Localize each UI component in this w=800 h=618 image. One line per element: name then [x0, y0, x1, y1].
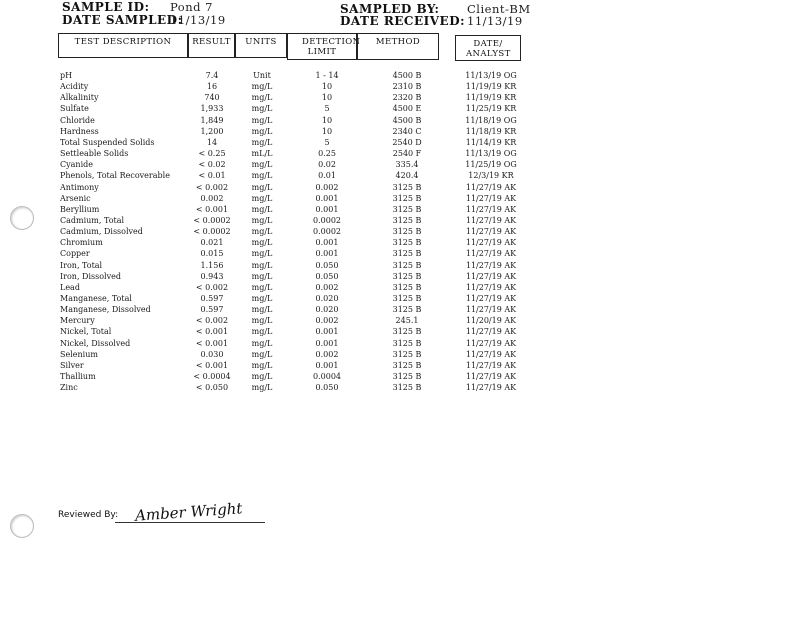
table-row [0, 103, 800, 114]
date-analyst-cell: 11/27/19 AK [465, 383, 517, 393]
test-description-cell: Cadmium, Total [60, 215, 125, 225]
units-cell: mg/L [251, 305, 273, 315]
sampled-by-value: Client-BM [467, 2, 531, 16]
test-description-cell: Arsenic [60, 193, 91, 203]
method-cell: 3125 B [392, 215, 422, 225]
date-analyst-cell: 11/27/19 AK [465, 215, 517, 225]
reviewer-signature: Amber Wright [134, 499, 243, 525]
date-analyst-cell: 11/27/19 AK [465, 349, 517, 359]
table-row [0, 382, 800, 393]
date-analyst-cell: 11/27/19 AK [465, 260, 517, 270]
method-cell: 2540 D [392, 137, 422, 147]
date-sampled-value: 11/13/19 [170, 13, 226, 27]
test-description-cell: Phenols, Total Recoverable [60, 171, 170, 181]
detection-limit-cell: 0.001 [315, 338, 339, 348]
table-row [0, 182, 800, 193]
date-analyst-cell: 11/27/19 AK [465, 238, 517, 248]
method-cell: 4500 E [392, 104, 422, 114]
date-analyst-cell: 11/27/19 AK [465, 204, 517, 214]
detection-limit-cell: 0.050 [315, 383, 339, 393]
table-row [0, 338, 800, 349]
units-cell: mg/L [251, 372, 273, 382]
result-cell: 0.030 [200, 349, 224, 359]
units-cell: mg/L [251, 282, 273, 292]
result-cell: 0.597 [200, 294, 224, 303]
units-cell: mg/L [251, 137, 273, 147]
units-cell: mg/L [251, 182, 273, 192]
table-row [0, 304, 800, 315]
sample-id-value: Pond 7 [170, 0, 213, 14]
test-description-cell: Antimony [60, 182, 99, 192]
detection-limit-cell: 0.001 [315, 204, 339, 214]
table-row [0, 226, 800, 237]
result-cell: < 0.0002 [193, 227, 231, 237]
test-description-cell: Settleable Solids [60, 149, 129, 159]
method-cell: 245.1 [395, 316, 419, 326]
result-cell: 0.015 [200, 249, 224, 259]
table-row [0, 271, 800, 282]
sample-id-label: SAMPLE ID: [62, 0, 150, 14]
table-row [0, 260, 800, 271]
date-analyst-cell: 11/18/19 KR [465, 126, 517, 136]
result-cell: < 0.050 [195, 383, 229, 393]
test-description-cell: Total Suspended Solids [60, 137, 155, 147]
result-cell: 0.021 [200, 238, 224, 248]
test-description-cell: Beryllium [60, 204, 100, 214]
method-cell: 2310 B [392, 82, 422, 92]
method-cell: 3125 B [392, 238, 422, 248]
table-row [0, 215, 800, 226]
sampled-by-label: SAMPLED BY: [340, 2, 440, 16]
col-header-units: UNITS [235, 33, 287, 58]
detection-limit-cell: 0.02 [318, 160, 336, 170]
method-cell: 420.4 [395, 171, 419, 181]
table-row [0, 148, 800, 159]
test-description-cell: Thallium [60, 372, 96, 382]
result-cell: 7.4 [205, 71, 219, 80]
units-cell: mg/L [251, 271, 273, 281]
detection-limit-cell: 0.001 [315, 193, 339, 203]
units-cell: mg/L [251, 260, 273, 270]
date-analyst-cell: 11/27/19 AK [465, 227, 517, 237]
date-analyst-cell: 11/14/19 KR [465, 137, 517, 147]
method-cell: 3125 B [392, 227, 422, 237]
units-cell: mg/L [251, 126, 273, 136]
method-cell: 2320 B [392, 93, 422, 103]
units-cell: mg/L [251, 360, 273, 370]
table-row [0, 159, 800, 170]
detection-limit-cell: 0.050 [315, 260, 339, 270]
table-row [0, 293, 800, 304]
result-cell: 0.002 [200, 193, 224, 203]
date-analyst-cell: 11/27/19 AK [465, 249, 517, 259]
test-description-cell: Nickel, Dissolved [60, 338, 131, 348]
detection-limit-cell: 10 [321, 115, 333, 125]
date-analyst-cell: 11/13/19 OG [465, 149, 517, 159]
units-cell: mg/L [251, 227, 273, 237]
date-analyst-cell: 11/25/19 KR [465, 104, 517, 114]
result-cell: < 0.001 [195, 338, 229, 348]
test-description-cell: Alkalinity [60, 93, 99, 103]
test-description-cell: Zinc [60, 383, 78, 393]
date-analyst-cell: 11/27/19 AK [465, 338, 517, 348]
test-description-cell: Acidity [60, 82, 89, 92]
test-description-cell: Cadmium, Dissolved [60, 227, 143, 237]
table-row [0, 237, 800, 248]
detection-limit-cell: 5 [324, 137, 330, 147]
method-cell: 3125 B [392, 305, 422, 315]
method-cell: 3125 B [392, 372, 422, 382]
table-row [0, 248, 800, 259]
col-header-detection-limit: DETECTION LIMIT [287, 33, 357, 60]
date-sampled-label: DATE SAMPLED: [62, 13, 183, 27]
result-cell: 0.943 [200, 271, 224, 281]
detection-limit-cell: 0.001 [315, 360, 339, 370]
method-cell: 3125 B [392, 260, 422, 270]
units-cell: mg/L [251, 171, 273, 181]
table-row [0, 282, 800, 293]
units-cell: mL/L [251, 149, 273, 159]
detection-limit-cell: 0.020 [315, 294, 339, 303]
test-description-cell: Hardness [60, 126, 99, 136]
detection-limit-cell: 0.0002 [313, 227, 341, 237]
detection-limit-cell: 10 [321, 126, 333, 136]
test-description-cell: Silver [60, 360, 84, 370]
binder-hole [10, 206, 34, 230]
result-cell: < 0.001 [195, 327, 229, 337]
detection-limit-cell: 0.01 [318, 171, 336, 181]
date-analyst-cell: 11/13/19 OG [465, 71, 517, 80]
detection-limit-cell: 0.001 [315, 249, 339, 259]
date-analyst-cell: 11/20/19 AK [465, 316, 517, 326]
detection-limit-cell: 0.25 [318, 149, 336, 159]
test-description-cell: Nickel, Total [60, 327, 112, 337]
col-header-method: METHOD [357, 33, 439, 60]
test-description-cell: pH [60, 71, 73, 80]
date-analyst-cell: 11/27/19 AK [465, 327, 517, 337]
method-cell: 3125 B [392, 193, 422, 203]
result-cell: 1,200 [200, 126, 224, 136]
units-cell: mg/L [251, 383, 273, 393]
date-analyst-cell: 11/27/19 AK [465, 294, 517, 303]
method-cell: 3125 B [392, 360, 422, 370]
detection-limit-cell: 0.0004 [313, 372, 341, 382]
date-analyst-cell: 12/3/19 KR [468, 171, 514, 181]
table-row [0, 204, 800, 215]
date-analyst-cell: 11/27/19 AK [465, 372, 517, 382]
table-row [0, 81, 800, 92]
method-cell: 3125 B [392, 204, 422, 214]
units-cell: mg/L [251, 82, 273, 92]
units-cell: mg/L [251, 115, 273, 125]
date-analyst-cell: 11/27/19 AK [465, 360, 517, 370]
test-description-cell: Chromium [60, 238, 103, 248]
result-cell: < 0.0002 [193, 215, 231, 225]
test-description-cell: Mercury [60, 316, 95, 326]
result-cell: 1,933 [200, 104, 224, 114]
detection-limit-cell: 0.020 [315, 305, 339, 315]
result-cell: < 0.002 [195, 282, 229, 292]
test-description-cell: Selenium [60, 349, 98, 359]
units-cell: mg/L [251, 316, 273, 326]
date-received-label: DATE RECEIVED: [340, 14, 466, 28]
test-description-cell: Copper [60, 249, 90, 259]
table-row [0, 92, 800, 103]
table-row [0, 326, 800, 337]
units-cell: mg/L [251, 238, 273, 248]
detection-limit-cell: 10 [321, 82, 333, 92]
binder-hole [10, 514, 34, 538]
result-cell: < 0.02 [198, 160, 226, 170]
method-cell: 3125 B [392, 249, 422, 259]
method-cell: 3125 B [392, 271, 422, 281]
detection-limit-cell: 0.0002 [313, 215, 341, 225]
detection-limit-cell: 0.002 [315, 282, 339, 292]
detection-limit-cell: 0.001 [315, 238, 339, 248]
test-description-cell: Manganese, Total [60, 294, 132, 303]
detection-limit-cell: 0.002 [315, 182, 339, 192]
date-analyst-cell: 11/25/19 OG [465, 160, 517, 170]
detection-limit-cell: 0.001 [315, 327, 339, 337]
result-cell: < 0.0004 [193, 372, 231, 382]
units-cell: mg/L [251, 204, 273, 214]
date-analyst-cell: 11/27/19 AK [465, 305, 517, 315]
result-cell: < 0.002 [195, 316, 229, 326]
test-description-cell: Cyanide [60, 160, 93, 170]
units-cell: mg/L [251, 160, 273, 170]
units-cell: mg/L [251, 93, 273, 103]
result-cell: 16 [206, 82, 218, 92]
date-analyst-cell: 11/18/19 OG [465, 115, 517, 125]
test-description-cell: Iron, Dissolved [60, 271, 121, 281]
table-row [0, 115, 800, 126]
table-row [0, 126, 800, 137]
test-description-cell: Manganese, Dissolved [60, 305, 151, 315]
method-cell: 2540 F [392, 149, 422, 159]
units-cell: mg/L [251, 294, 273, 303]
reviewed-by-label: Reviewed By: [58, 510, 119, 520]
units-cell: mg/L [251, 349, 273, 359]
table-row [0, 170, 800, 181]
table-row [0, 137, 800, 148]
test-description-cell: Sulfate [60, 104, 89, 114]
method-cell: 3125 B [392, 338, 422, 348]
date-analyst-cell: 11/27/19 AK [465, 193, 517, 203]
units-cell: mg/L [251, 249, 273, 259]
method-cell: 3125 B [392, 282, 422, 292]
result-cell: < 0.01 [198, 171, 226, 181]
detection-limit-cell: 10 [321, 93, 333, 103]
method-cell: 2340 C [392, 126, 422, 136]
test-description-cell: Lead [60, 282, 80, 292]
method-cell: 3125 B [392, 327, 422, 337]
test-description-cell: Iron, Total [60, 260, 103, 270]
result-cell: < 0.001 [195, 204, 229, 214]
detection-limit-cell: 0.002 [315, 316, 339, 326]
method-cell: 3125 B [392, 349, 422, 359]
date-analyst-cell: 11/27/19 AK [465, 282, 517, 292]
table-row [0, 371, 800, 382]
result-cell: < 0.001 [195, 360, 229, 370]
date-analyst-cell: 11/27/19 AK [465, 182, 517, 192]
test-description-cell: Chloride [60, 115, 95, 125]
date-analyst-cell: 11/27/19 AK [465, 271, 517, 281]
method-cell: 3125 B [392, 383, 422, 393]
table-row [0, 315, 800, 326]
table-row [0, 360, 800, 371]
table-row [0, 193, 800, 204]
method-cell: 335.4 [395, 160, 419, 170]
date-analyst-cell: 11/19/19 KR [465, 82, 517, 92]
table-row [0, 349, 800, 360]
result-cell: < 0.002 [195, 182, 229, 192]
col-header-description: TEST DESCRIPTION [58, 33, 188, 58]
method-cell: 3125 B [392, 294, 422, 303]
result-cell: < 0.25 [198, 149, 226, 159]
method-cell: 4500 B [392, 71, 422, 80]
detection-limit-cell: 1 - 14 [315, 71, 339, 80]
table-row [0, 70, 800, 81]
detection-limit-cell: 5 [324, 104, 330, 114]
method-cell: 3125 B [392, 182, 422, 192]
result-cell: 740 [204, 93, 220, 103]
units-cell: mg/L [251, 104, 273, 114]
col-header-date-analyst: DATE/ ANALYST [455, 35, 521, 61]
date-received-value: 11/13/19 [467, 14, 523, 28]
units-cell: Unit [253, 71, 271, 80]
units-cell: mg/L [251, 193, 273, 203]
result-cell: 1,849 [200, 115, 224, 125]
units-cell: mg/L [251, 327, 273, 337]
col-header-result: RESULT [188, 33, 235, 58]
result-cell: 0.597 [200, 305, 224, 315]
result-cell: 1.156 [200, 260, 224, 270]
result-cell: 14 [206, 137, 218, 147]
detection-limit-cell: 0.002 [315, 349, 339, 359]
date-analyst-cell: 11/19/19 KR [465, 93, 517, 103]
units-cell: mg/L [251, 338, 273, 348]
method-cell: 4500 B [392, 115, 422, 125]
units-cell: mg/L [251, 215, 273, 225]
detection-limit-cell: 0.050 [315, 271, 339, 281]
